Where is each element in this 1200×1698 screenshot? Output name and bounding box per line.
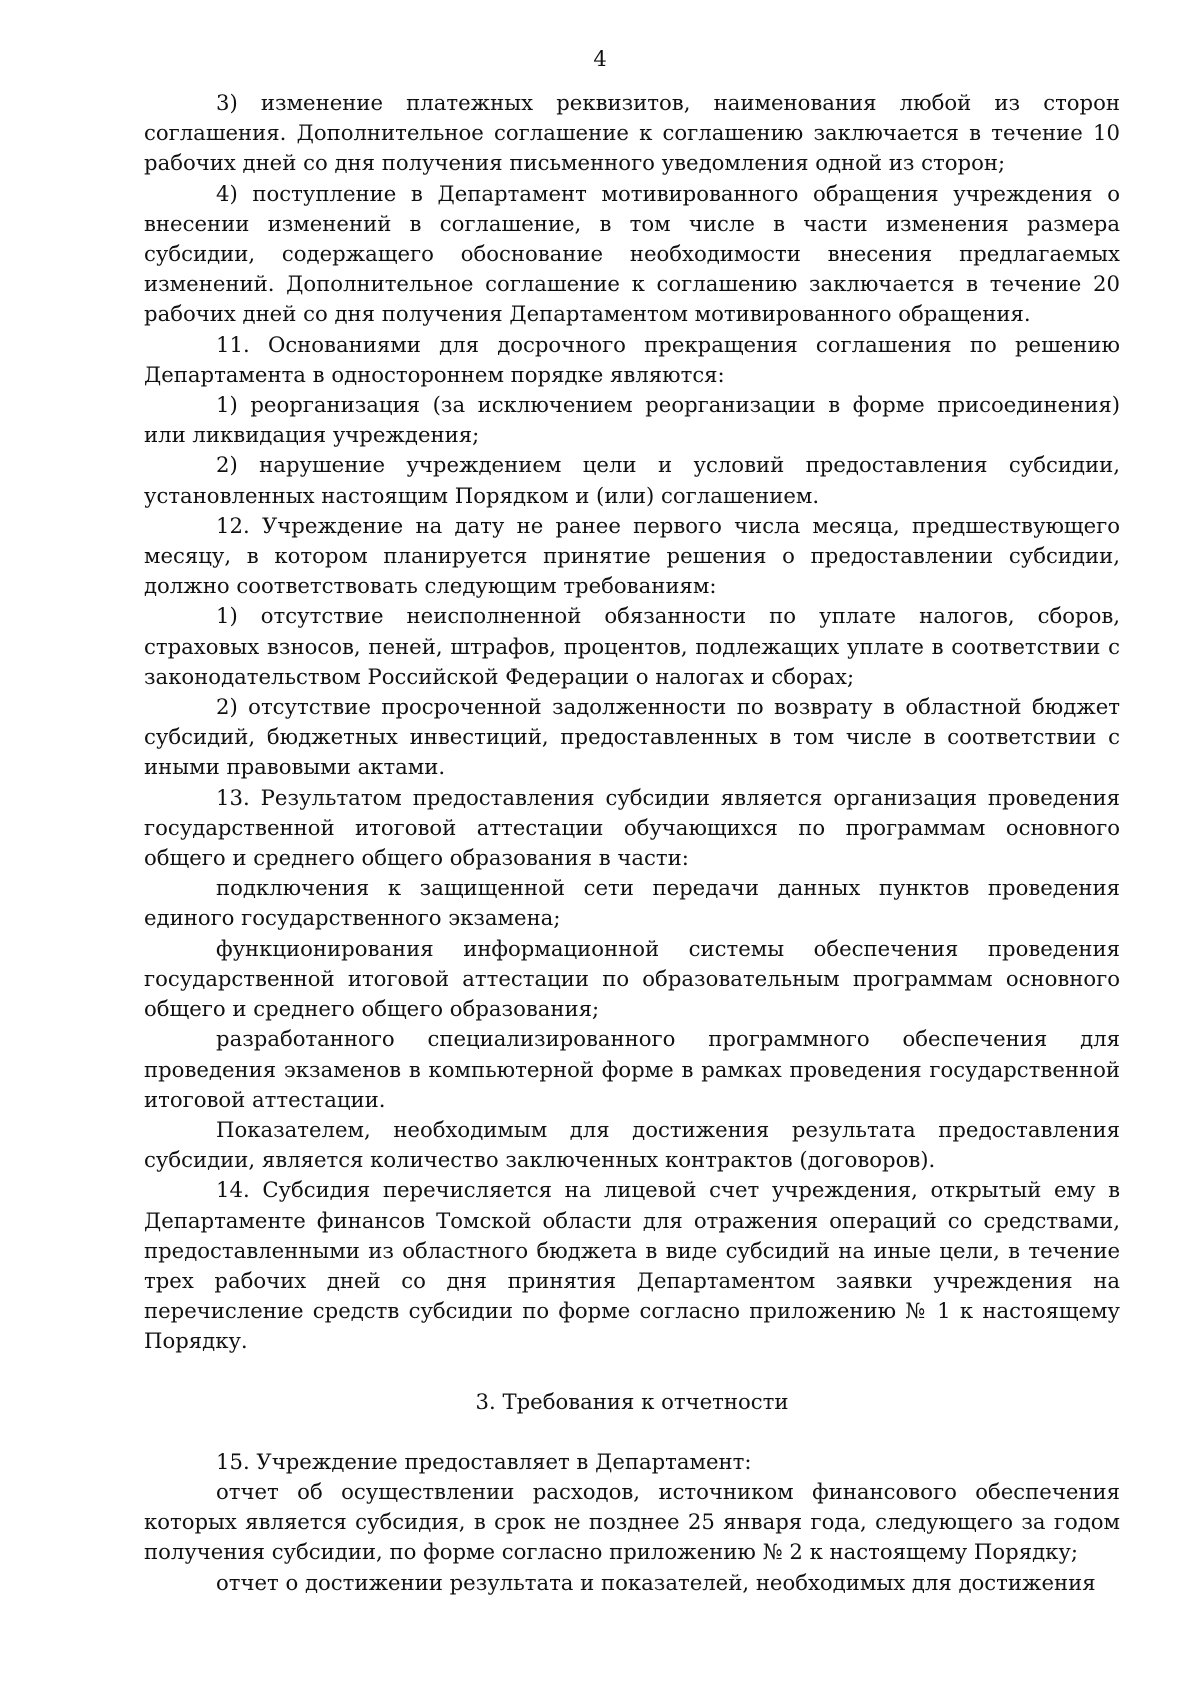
paragraph: 14. Субсидия перечисляется на лицевой счет учреждения, открытый ему в Департаменте финансов Томской области для отражения операций со средствами, предоставленными из областного бюджета в виде субсидий на иные цели, в течение трех рабочих дней со дня принятия Департаментом заявки учреждения на перечисление средств субсидии по форме согласно приложению № 1 к настоящему Порядку. [144, 1177, 1120, 1354]
paragraph: 12. Учреждение на дату не ранее первого числа месяца, предшествующего месяцу, в котором планируется принятие решения о предоставлении субсидии, должно соответствовать следующим требованиям: [144, 512, 1120, 599]
paragraph: 3) изменение платежных реквизитов, наименования любой из сторон соглашения. Дополнительное соглашение к соглашению заключается в течение 10 рабочих дней со дня получения письменного уведомления одной из сторон; [144, 90, 1120, 176]
paragraph: функционирования информационной системы обеспечения проведения государственной итоговой аттестации по образовательным программам основного общего и среднего общего образования; [144, 935, 1120, 1022]
document-body [144, 88, 1120, 1598]
paragraph: 1) реорганизация (за исключением реорганизации в форме присоединения) или ликвидация учреждения; [144, 392, 1120, 448]
paragraph: отчет об осуществлении расходов, источником финансового обеспечения которых является субсидия, в срок не позднее 25 января года, следующего за годом получения субсидии, по форме согласно приложению № 2 к настоящему Порядку; [144, 1478, 1120, 1565]
paragraph: 15. Учреждение предоставляет в Департамент: [216, 1448, 752, 1474]
paragraph: отчет о достижении результата и показателей, необходимых для достижения [216, 1569, 1096, 1595]
paragraph: 2) отсутствие просроченной задолженности по возврату в областной бюджет субсидий, бюджетных инвестиций, предоставленных в том числе в соответствии с иными правовыми актами. [144, 694, 1120, 780]
paragraph: 2) нарушение учреждением цели и условий предоставления субсидии, установленных настоящим Порядком и (или) соглашением. [144, 452, 1120, 508]
paragraph: 11. Основаниями для досрочного прекращения соглашения по решению Департамента в одностороннем порядке являются: [144, 331, 1120, 387]
paragraph: 13. Результатом предоставления субсидии является организация проведения государственной итоговой аттестации обучающихся по программам основного общего и среднего общего образования в части: [144, 784, 1120, 871]
page-number: 4 [593, 47, 607, 71]
paragraph: разработанного специализированного программного обеспечения для проведения экзаменов в компьютерной форме в рамках проведения государственной итоговой аттестации. [144, 1026, 1120, 1112]
section-heading: 3. Требования к отчетности [475, 1388, 789, 1414]
paragraph: 4) поступление в Департамент мотивированного обращения учреждения о внесении изменений в соглашение, в том числе в части изменения размера субсидии, содержащего обоснование необходимости внесения предлагаемых изменений. Дополнительное соглашение к соглашению заключается в течение 20 рабочих дней со дня получения Департаментом мотивированного обращения. [144, 180, 1120, 327]
paragraph: 1) отсутствие неисполненной обязанности по уплате налогов, сборов, страховых взносов, пеней, штрафов, процентов, подлежащих уплате в соответствии с законодательством Российской Федерации о налогах и сборах; [144, 603, 1120, 689]
paragraph: Показателем, необходимым для достижения результата предоставления субсидии, является количество заключенных контрактов (договоров). [144, 1116, 1120, 1173]
paragraph: подключения к защищенной сети передачи данных пунктов проведения единого государственного экзамена; [144, 875, 1120, 931]
